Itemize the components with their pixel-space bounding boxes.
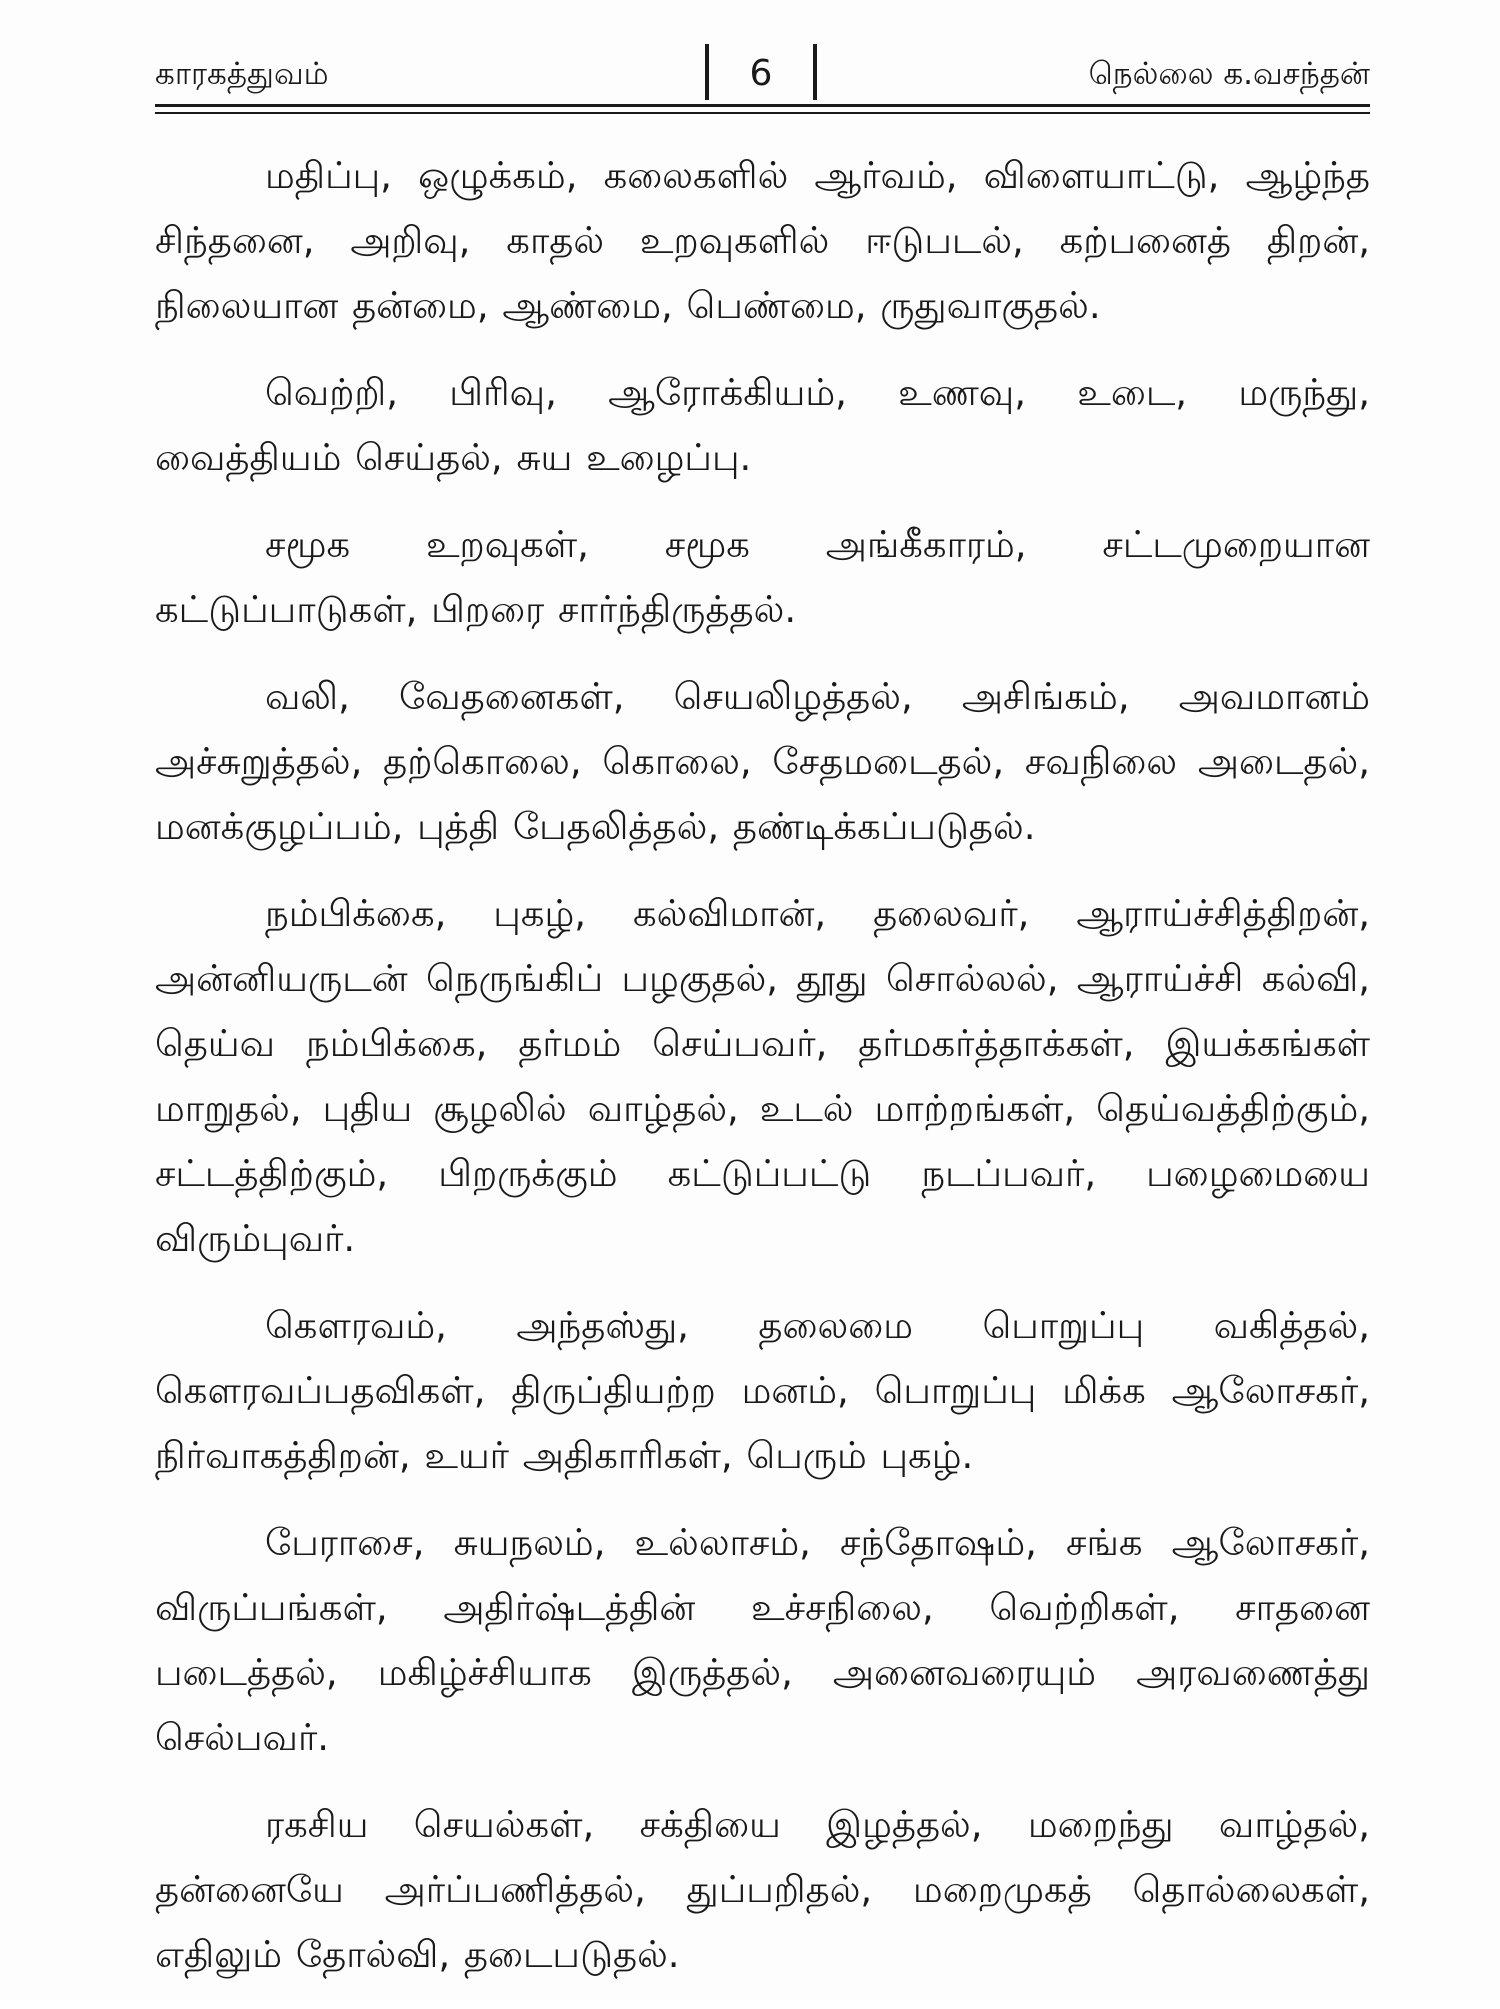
paragraph: பேராசை, சுயநலம், உல்லாசம், சந்தோஷம், சங்க ஆலோசகர், விருப்பங்கள், அதிர்ஷ்டத்தின் உச்சநிலை, வெற்றிகள், சாதனை படைத்தல், மகிழ்ச்சியாக இருத்தல், அனைவரையும் அரவணைத்து செல்பவர். bbox=[155, 1521, 1370, 1759]
paragraph: கௌரவம், அந்தஸ்து, தலைமை பொறுப்பு வகித்தல், கௌரவப்பதவிகள், திருப்தியற்ற மனம், பொறுப்பு மிக்க ஆலோசகர், நிர்வாகத்திறன், உயர் அதிகாரிகள், பெரும் புகழ். bbox=[155, 1304, 1370, 1477]
header-rule bbox=[155, 104, 1370, 107]
header-rule bbox=[155, 112, 1370, 114]
page-number: 6 bbox=[749, 53, 773, 94]
author-name: நெல்லை க.வசந்தன் bbox=[1088, 56, 1370, 92]
paragraph: நம்பிக்கை, புகழ், கல்விமான், தலைவர், ஆராய்ச்சித்திறன், அன்னியருடன் நெருங்கிப் பழகுதல், தூது சொல்லல், ஆராய்ச்சி கல்வி, தெய்வ நம்பிக்கை, தர்மம் செய்பவர், தர்மகர்த்தாக்கள், இயக்கங்கள் மாறுதல், புதிய சூழலில் வாழ்தல், உடல் மாற்றங்கள், தெய்வத்திற்கும், சட்டத்திற்கும், பிறருக்கும் கட்டுப்பட்டு நடப்பவர், பழைமையை விரும்புவர். bbox=[155, 892, 1370, 1260]
paragraph: வெற்றி, பிரிவு, ஆரோக்கியம், உணவு, உடை, மருந்து, வைத்தியம் செய்தல், சுய உழைப்பு. bbox=[155, 371, 1370, 479]
header-divider bbox=[813, 44, 817, 100]
running-header bbox=[155, 40, 1370, 112]
book-title: காரகத்துவம் bbox=[155, 56, 329, 92]
paragraph: சமூக உறவுகள், சமூக அங்கீகாரம், சட்டமுறையான கட்டுப்பாடுகள், பிறரை சார்ந்திருத்தல். bbox=[155, 523, 1370, 631]
page-body bbox=[155, 143, 1370, 2009]
paragraph: மதிப்பு, ஒழுக்கம், கலைகளில் ஆர்வம், விளையாட்டு, ஆழ்ந்த சிந்தனை, அறிவு, காதல் உறவுகளில் ஈடுபடல், கற்பனைத் திறன், நிலையான தன்மை, ஆண்மை, பெண்மை, ருதுவாகுதல். bbox=[155, 154, 1370, 327]
paragraph: ரகசிய செயல்கள், சக்தியை இழத்தல், மறைந்து வாழ்தல், தன்னையே அர்ப்பணித்தல், துப்பறிதல், மறைமுகத் தொல்லைகள், எதிலும் தோல்வி, தடைபடுதல். bbox=[155, 1803, 1370, 1976]
paragraph: வலி, வேதனைகள், செயலிழத்தல், அசிங்கம், அவமானம் அச்சுறுத்தல், தற்கொலை, கொலை, சேதமடைதல், சவநிலை அடைதல், மனக்குழப்பம், புத்தி பேதலித்தல், தண்டிக்கப்படுதல். bbox=[155, 675, 1370, 848]
